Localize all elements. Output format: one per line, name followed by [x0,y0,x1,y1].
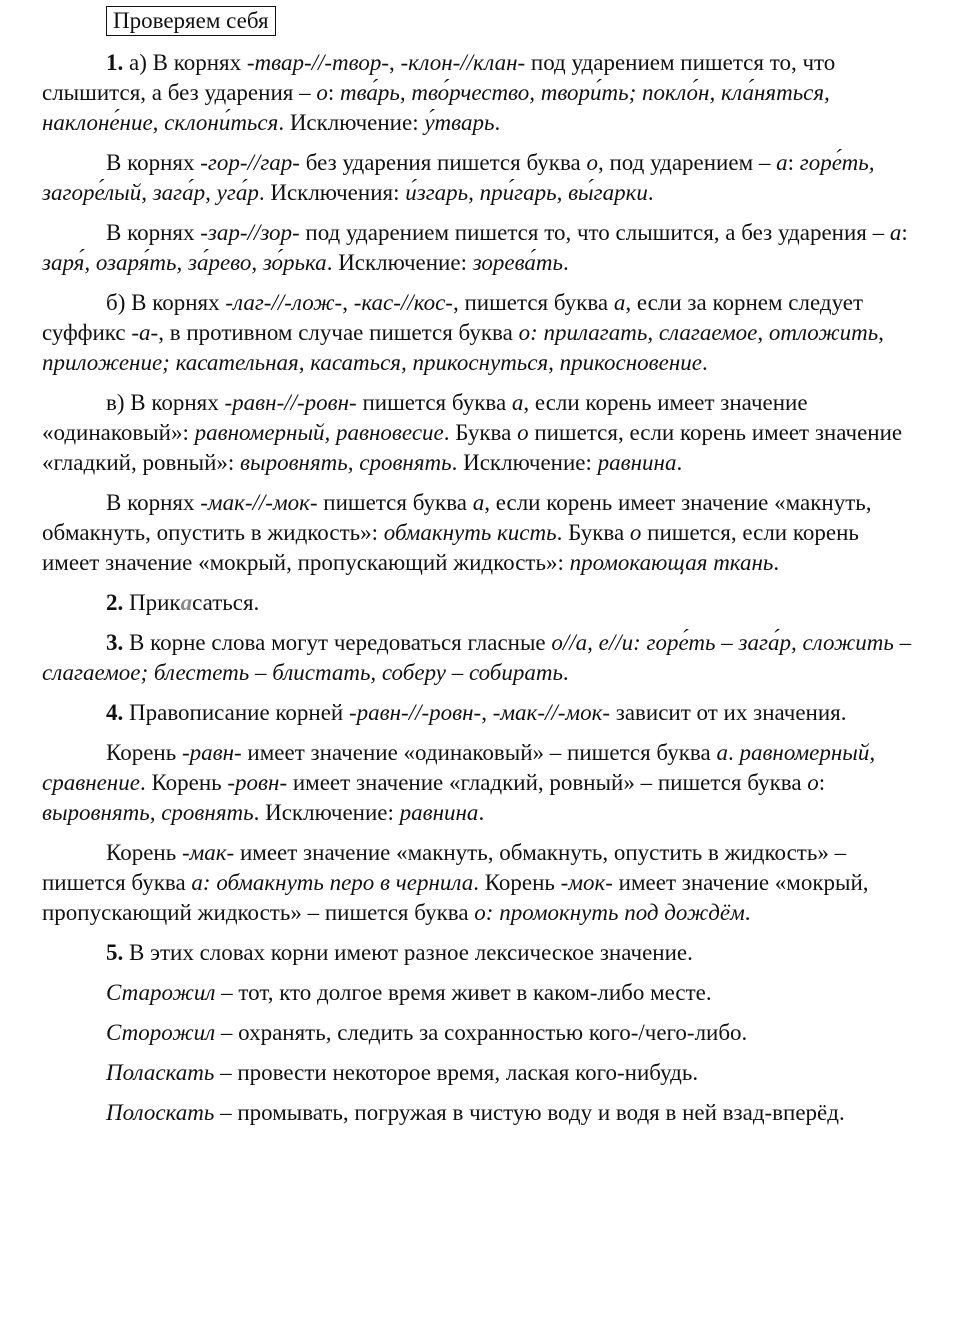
example-text: -мак- [181,840,235,865]
example-text: а [472,490,485,515]
paragraph [42,698,918,728]
paragraph [42,148,918,208]
body-text: , [481,700,493,725]
paragraph [42,388,918,478]
body-text: . [563,250,569,275]
example-text: равномерный, сравнение [42,740,876,795]
body-text: В корне слова могут чередоваться гласные [123,630,552,655]
example-text: равнина [399,800,479,825]
body-text: , если за корнем следует суффикс [42,290,864,345]
example-text: -твар-//-твор- [246,50,390,75]
example-text: -равн- [181,740,242,765]
example-text: -клон-//клан- [400,50,526,75]
body-text: – провести некоторое время, лаская кого-нибудь. [214,1060,699,1085]
body-text: . Исключение: [278,110,425,135]
body-text: . Буква [556,520,630,545]
body-text: , [342,290,354,315]
body-text: . [647,180,654,205]
body-text: . [676,450,683,475]
body-text: Корень [106,740,182,765]
body-text: . Корень [473,870,561,895]
body-text: имеет значение «одинаковый» – пишется буква [241,740,717,765]
example-text: -равн-//-ровн- [224,390,357,415]
body-text: , под ударением – [597,150,777,175]
example-text: заря́, озаря́ть, за́рево, зо́рька [42,250,327,275]
body-text: В корнях [106,150,201,175]
body-text: б) В корнях [106,290,226,315]
example-text: -зар-//зор- [200,220,300,245]
body-text: . Буква [443,420,518,445]
example-text: обмакнуть кисть [383,520,557,545]
body-text: , [389,50,401,75]
example-text: а [716,740,728,765]
example-text: -кас-//кос- [353,290,453,315]
paragraph [42,1098,918,1128]
item-number: 5. [106,940,124,965]
body-text: . Исключение: [326,250,473,275]
body-text: – промывать, погружая в чистую воду и водя в ней взад-вперёд. [214,1100,845,1125]
body-text: В корнях [106,490,201,515]
example-text: а [889,220,902,245]
body-text: . [773,550,780,575]
example-text: о [807,770,819,795]
paragraph [42,838,918,928]
paragraph [42,288,918,378]
example-text: а [613,290,626,315]
body-text: . Исключение: [253,800,400,825]
example-text: зорева́ть [472,250,564,275]
body-text: . Исключение: [451,450,598,475]
body-text: пишется буква [356,390,512,415]
body-text: . [494,110,501,135]
paragraph [42,978,918,1008]
body-text: а) В корнях [123,50,247,75]
item-number: 2. [106,590,124,615]
body-text: , если корень имеет значение «макнуть, обмакнуть, опустить в жидкость»: [42,490,872,545]
item-number: 1. [106,50,124,75]
paragraph [42,738,918,828]
body-text: зависит от их значения. [610,700,847,725]
paragraph [42,1018,918,1048]
example-text: выровнять, сровнять [240,450,452,475]
item-number: 4. [106,700,124,725]
body-text: под ударением пишется то, что слышится, а без ударения – [42,50,836,105]
body-text: : [901,220,908,245]
example-text: -ровн- [227,770,288,795]
body-text: Правописание корней [123,700,349,725]
body-text: : [787,150,800,175]
body-text: , пишется буква [452,290,614,315]
paragraph [42,938,918,968]
paragraph [42,1058,918,1088]
example-text: Сторожил [106,1020,216,1045]
body-text: В корнях [106,220,201,245]
paragraph [42,588,918,618]
example-text: о [629,520,642,545]
body-text: . [478,800,485,825]
example-text: о [517,420,529,445]
body-text: имеет значение «мокрый, пропускающий жидкость» – пишется буква [42,870,869,925]
example-text: о: промокнуть под дождём [474,900,745,925]
example-text: -а- [131,320,159,345]
paragraph [42,628,918,688]
document-page [42,0,918,1128]
body-text: – охранять, следить за сохранностью кого-/чего-либо. [215,1020,748,1045]
body-text: под ударением пишется то, что слышится, а без ударения – [299,220,890,245]
body-text: имеет значение «макнуть, обмакнуть, опустить в жидкость» – пишется буква [42,840,847,895]
body-text: Прик [123,590,181,615]
example-text: а [776,150,788,175]
body-text: . Корень [139,770,228,795]
item-number: 3. [106,630,124,655]
example-text: Полоскать [106,1100,215,1125]
body-text: Корень [106,840,182,865]
example-text: -мок- [560,870,613,895]
body-text: , в противном случае пишется буква [158,320,519,345]
example-text: и́згарь, при́гарь, вы́гарки [405,180,648,205]
paragraph [42,488,918,578]
body-text: имеет значение «гладкий, ровный» – пишется буква [287,770,808,795]
example-text: о [316,80,328,105]
body-text: . [701,350,708,375]
highlighted-letter: а [180,590,193,615]
example-text: промокающая ткань [569,550,774,575]
example-text: равнина [597,450,677,475]
example-text: -равн-//-ровн- [349,700,482,725]
body-text: – тот, кто долгое время живет в каком-либо месте. [215,980,712,1005]
example-text: о [586,150,598,175]
body-text: : [818,770,826,795]
example-text: Старожил [106,980,216,1005]
example-text: о: прилагать, слагаемое, отложить, приложение; касательная, касаться, прикоснуться, прикосновение [42,320,884,375]
body-text: пишется, если корень имеет значение «гладкий, ровный»: [42,420,903,475]
example-text: -мак-//-мок- [492,700,611,725]
example-text: а: обмакнуть перо в чернила [191,870,474,895]
example-text: а [511,390,524,415]
example-text: Поласкать [106,1060,215,1085]
example-text: горе́ть, загоре́лый, зага́р, уга́р [42,150,875,205]
example-text: -мак-//-мок- [200,490,318,515]
body-text: . Исключения: [258,180,406,205]
body-text: . [727,740,740,765]
example-text: у́тварь [424,110,495,135]
body-text: , если корень имеет значение «одинаковый»: [42,390,808,445]
body-text: В этих словах корни имеют разное лексическое значение. [123,940,693,965]
example-text: выровнять, сровнять [42,800,254,825]
example-text: о//а, е//и: горе́ть – зага́р, сложить – слагаемое; блестеть – блистать, соберу – собирать [42,630,912,685]
example-text: -гор-//гар- [200,150,300,175]
answers-content [42,48,918,1128]
body-text: . [744,900,751,925]
paragraph [42,48,918,138]
body-text: . [562,660,569,685]
body-text: : [327,80,340,105]
paragraph [42,218,918,278]
body-text: в) В корнях [106,390,225,415]
body-text: пишется, если корень имеет значение «мокрый, пропускающий жидкость»: [42,520,859,575]
example-text: -лаг-//-лож- [225,290,343,315]
example-text: равномерный, равновесие [194,420,444,445]
body-text: пишется буква [317,490,473,515]
section-title: Проверяем себя [106,6,276,36]
body-text: саться. [192,590,260,615]
example-text: тва́рь, тво́рчество, твори́ть; покло́н, кла́няться, наклоне́ние, склони́ться [42,80,830,135]
body-text: без ударения пишется буква [299,150,587,175]
